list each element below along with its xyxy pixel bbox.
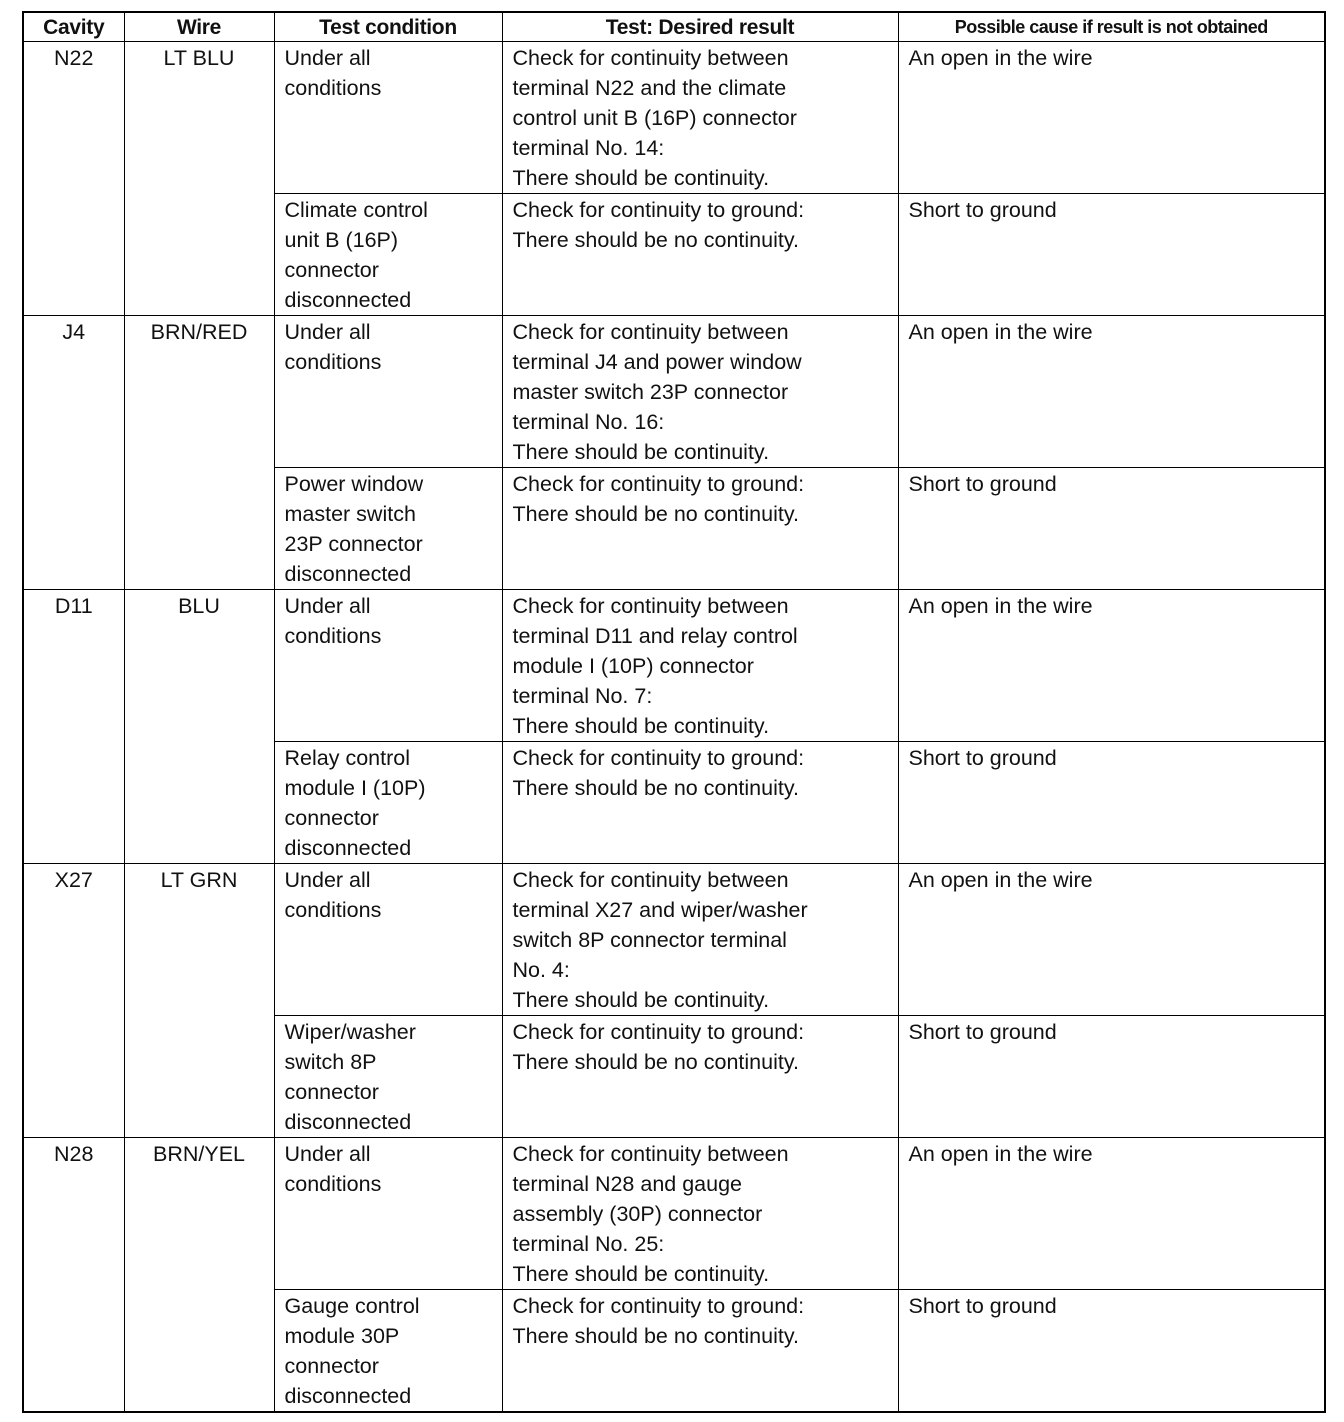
cause-cell: Short to ground: [898, 468, 1325, 590]
document-page: [22, 11, 1324, 1413]
condition-cell: Gauge control module 30P connector disconnected: [274, 1290, 502, 1413]
header-wire: Wire: [124, 12, 274, 42]
cause-cell: An open in the wire: [898, 1138, 1325, 1290]
result-cell: Check for continuity to ground: There should be no continuity.: [502, 1290, 898, 1413]
wire-cell: LT GRN: [124, 864, 274, 1138]
cavity-cell: N28: [23, 1138, 124, 1413]
result-cell: Check for continuity to ground: There should be no continuity.: [502, 742, 898, 864]
table-row: [23, 42, 1325, 194]
header-cavity: Cavity: [23, 12, 124, 42]
cause-cell: Short to ground: [898, 1290, 1325, 1413]
table-row: [23, 590, 1325, 742]
cause-cell: An open in the wire: [898, 316, 1325, 468]
condition-cell: Wiper/washer switch 8P connector disconnected: [274, 1016, 502, 1138]
result-cell: Check for continuity between terminal D11 and relay control module I (10P) connector terminal No. 7: There should be continuity.: [502, 590, 898, 742]
cavity-cell: J4: [23, 316, 124, 590]
cause-cell: Short to ground: [898, 194, 1325, 316]
table-row: [23, 316, 1325, 468]
condition-cell: Under all conditions: [274, 1138, 502, 1290]
result-cell: Check for continuity between terminal N22 and the climate control unit B (16P) connector terminal No. 14: There should be continuity.: [502, 42, 898, 194]
header-row: [23, 12, 1325, 42]
cause-cell: An open in the wire: [898, 590, 1325, 742]
result-cell: Check for continuity to ground: There should be no continuity.: [502, 194, 898, 316]
result-cell: Check for continuity between terminal X27 and wiper/washer switch 8P connector terminal No. 4: There should be continuity.: [502, 864, 898, 1016]
wire-cell: BRN/YEL: [124, 1138, 274, 1413]
header-possible-cause: Possible cause if result is not obtained: [898, 12, 1325, 42]
header-test-condition: Test condition: [274, 12, 502, 42]
wire-cell: BRN/RED: [124, 316, 274, 590]
cause-cell: An open in the wire: [898, 42, 1325, 194]
condition-cell: Under all conditions: [274, 864, 502, 1016]
cause-cell: Short to ground: [898, 1016, 1325, 1138]
wire-cell: BLU: [124, 590, 274, 864]
wire-cell: LT BLU: [124, 42, 274, 316]
condition-cell: Power window master switch 23P connector disconnected: [274, 468, 502, 590]
result-cell: Check for continuity to ground: There should be no continuity.: [502, 468, 898, 590]
cavity-cell: X27: [23, 864, 124, 1138]
table-row: [23, 1138, 1325, 1290]
table-row: [23, 864, 1325, 1016]
cause-cell: Short to ground: [898, 742, 1325, 864]
cause-cell: An open in the wire: [898, 864, 1325, 1016]
condition-cell: Under all conditions: [274, 590, 502, 742]
header-desired-result: Test: Desired result: [502, 12, 898, 42]
condition-cell: Under all conditions: [274, 42, 502, 194]
condition-cell: Climate control unit B (16P) connector disconnected: [274, 194, 502, 316]
condition-cell: Relay control module I (10P) connector disconnected: [274, 742, 502, 864]
result-cell: Check for continuity between terminal J4 and power window master switch 23P connector terminal No. 16: There should be continuity.: [502, 316, 898, 468]
result-cell: Check for continuity between terminal N28 and gauge assembly (30P) connector terminal No. 25: There should be continuity.: [502, 1138, 898, 1290]
cavity-cell: D11: [23, 590, 124, 864]
wire-test-table: [22, 11, 1326, 1413]
condition-cell: Under all conditions: [274, 316, 502, 468]
cavity-cell: N22: [23, 42, 124, 316]
result-cell: Check for continuity to ground: There should be no continuity.: [502, 1016, 898, 1138]
